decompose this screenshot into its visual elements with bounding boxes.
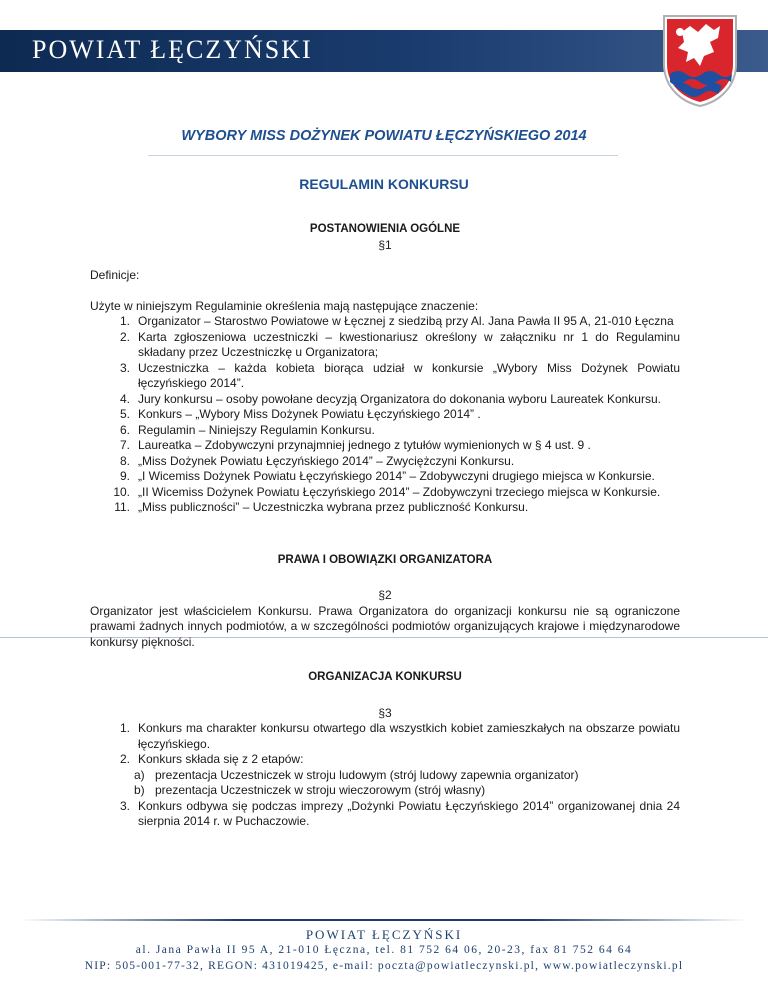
document-subtitle: REGULAMIN KONKURSU xyxy=(299,176,469,192)
section-2-text: Organizator jest właścicielem Konkursu. Prawa Organizatora do organizacji konkursu nie są ograniczone prawami żadnych innych podmiotów, a w szczególności podmiotów organizujących krajowe i międzynarodowe konkursy piękności. xyxy=(90,603,680,649)
stages-list xyxy=(90,768,680,799)
definitions-label: Definicje: xyxy=(90,268,140,282)
document-title: WYBORY MISS DOŻYNEK POWIATU ŁĘCZYŃSKIEGO 2014 xyxy=(181,128,587,144)
definitions-intro: Użyte w niniejszym Regulaminie określenia mają następujące znaczenie: xyxy=(90,298,479,313)
list-item: 11. „Miss publiczności” – Uczestniczka wybrana przez publiczność Konkursu. xyxy=(114,500,529,514)
section-1-paragraph-mark: §1 xyxy=(378,237,392,252)
definitions-list xyxy=(90,314,680,516)
title-divider xyxy=(148,155,618,156)
list-item: a) prezentacja Uczestniczek w stroju ludowym (strój ludowy zapewnia organizator) xyxy=(134,767,579,782)
list-item: 2. Konkurs składa się z 2 etapów: xyxy=(119,752,304,766)
list-item: 3. Konkurs odbywa się podczas imprezy „Dożynki Powiatu Łęczyńskiego 2014” organizowanej dnia 24 sierpnia 2014 r. w Puchaczowie. xyxy=(119,798,680,828)
coat-of-arms-icon xyxy=(660,12,740,108)
list-item: 6. Regulamin – Niniejszy Regulamin Konkursu. xyxy=(119,422,375,437)
organization-list-continued xyxy=(90,799,680,830)
footer-contact: NIP: 505-001-77-32, REGON: 431019425, e-mail: poczta@powiatleczynski.pl, www.powiatleczynski.pl xyxy=(84,960,684,972)
header-title: POWIAT ŁĘCZYŃSKI xyxy=(32,35,313,64)
list-item: 9. „I Wicemiss Dożynek Powiatu Łęczyńskiego 2014” – Zdobywczyni drugiego miejsca w Konkursie. xyxy=(119,469,655,483)
list-item: 2. Karta zgłoszeniowa uczestniczki – kwestionariusz określony w załączniku nr 1 do Regulaminu składany przez Uczestniczkę u Organizatora; xyxy=(119,329,680,359)
footer-address: al. Jana Pawła II 95 A, 21-010 Łęczna, tel. 81 752 64 06, 20-23, fax 81 752 64 64 xyxy=(135,944,633,956)
document-body xyxy=(90,222,680,830)
section-3-heading: ORGANIZACJA KONKURSU xyxy=(308,671,462,683)
list-item: 8. „Miss Dożynek Powiatu Łęczyńskiego 2014” – Zwyciężczyni Konkursu. xyxy=(119,453,515,468)
list-item: 1. Konkurs ma charakter konkursu otwartego dla wszystkich kobiet zamieszkałych na obszarze powiatu łęczyńskiego. xyxy=(119,721,680,751)
section-3-paragraph-mark: §3 xyxy=(378,705,392,720)
list-item: 1. Organizator – Starostwo Powiatowe w Łęcznej z siedzibą przy Al. Jana Pawła II 95 A, 21-010 Łęczna xyxy=(119,314,674,328)
list-item: 3. Uczestniczka – każda kobieta biorąca udział w konkursie „Wybory Miss Dożynek Powiatu łęczyńskiego 2014”. xyxy=(119,360,680,390)
footer-name: POWIAT ŁĘCZYŃSKI xyxy=(305,927,463,942)
section-2-heading: PRAWA I OBOWIĄZKI ORGANIZATORA xyxy=(277,553,493,566)
section-1-heading: POSTANOWIENIA OGÓLNE xyxy=(309,223,461,235)
list-item: 10. „II Wicemiss Dożynek Powiatu Łęczyńskiego 2014” – Zdobywczyni trzeciego miejsca w Konkursie. xyxy=(113,484,661,499)
list-item: 4. Jury konkursu – osoby powołane decyzją Organizatora do dokonania wyboru Laureatek Konkursu. xyxy=(119,391,661,406)
footer-divider xyxy=(20,919,748,921)
list-item: b) prezentacja Uczestniczek w stroju wieczorowym (strój własny) xyxy=(134,783,486,797)
list-item: 7. Laureatka – Zdobywczyni przynajmniej jednego z tytułów wymienionych w § 4 ust. 9 . xyxy=(119,438,591,452)
list-item: 5. Konkurs – „Wybory Miss Dożynek Powiatu Łęczyńskiego 2014” . xyxy=(119,407,481,421)
organization-list xyxy=(90,721,680,768)
section-2-paragraph-mark: §2 xyxy=(378,588,392,602)
